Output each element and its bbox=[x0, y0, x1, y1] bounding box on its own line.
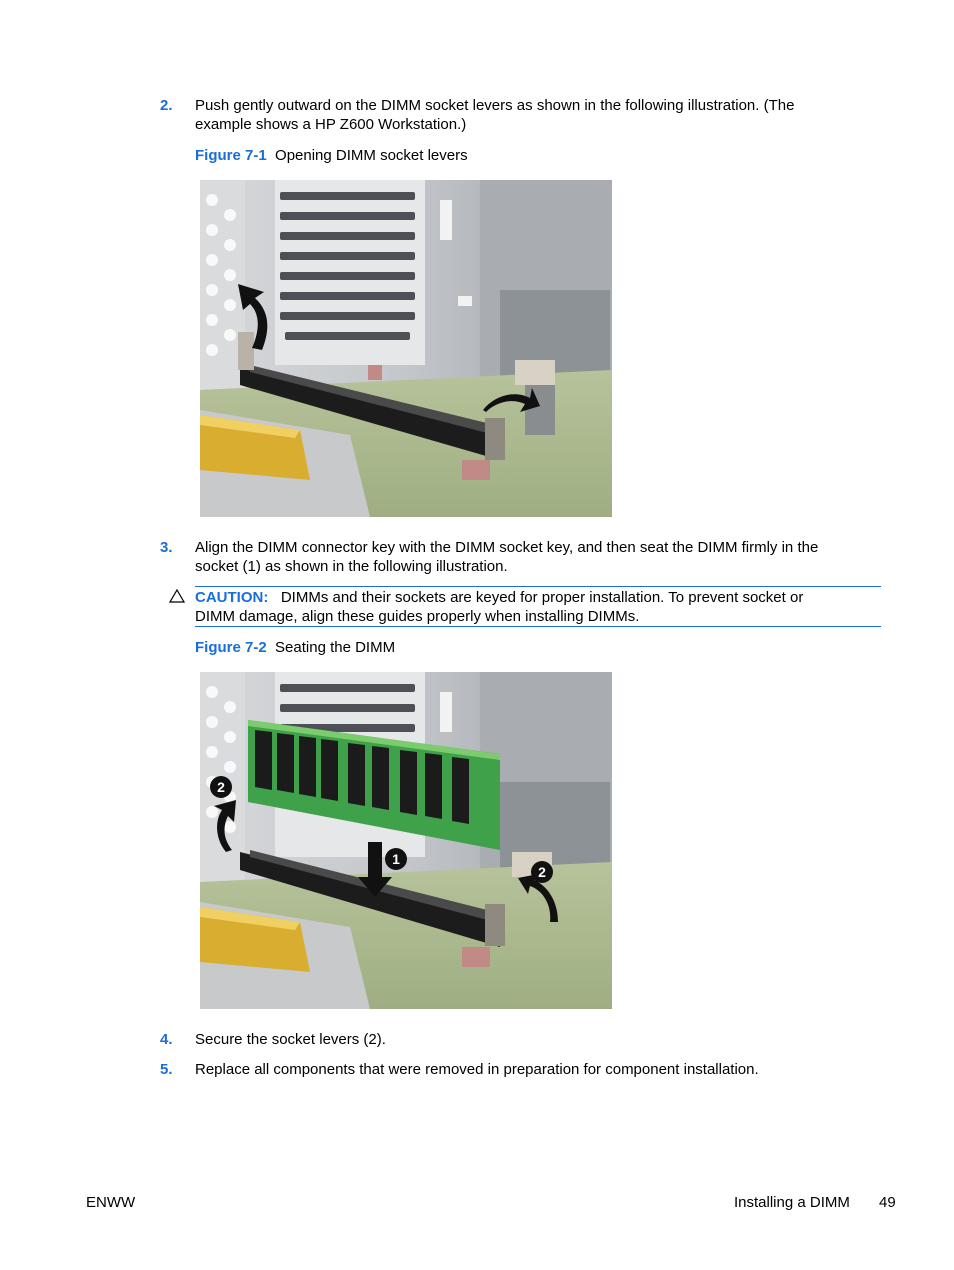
caution-bottom-rule bbox=[195, 626, 881, 627]
figure-title: Seating the DIMM bbox=[275, 639, 396, 656]
figure-title: Opening DIMM socket levers bbox=[275, 147, 468, 164]
page-number: 49 bbox=[879, 1194, 896, 1211]
caution-triangle-icon bbox=[169, 589, 185, 607]
step-text bbox=[195, 538, 885, 576]
step-number: 4. bbox=[160, 1031, 173, 1048]
figure-label: Figure 7-2 bbox=[195, 639, 267, 656]
step-text: Replace all components that were removed in preparation for component installation. bbox=[195, 1061, 759, 1078]
footer-section-title: Installing a DIMM bbox=[734, 1194, 850, 1211]
step-number: 3. bbox=[160, 539, 173, 556]
step-number: 2. bbox=[160, 97, 173, 114]
step-text: Secure the socket levers (2). bbox=[195, 1031, 386, 1048]
step-text bbox=[195, 96, 885, 134]
step-text-line: Align the DIMM connector key with the DIMM socket key, and then seat the DIMM firmly in the bbox=[195, 539, 819, 556]
figure-caption bbox=[195, 146, 468, 165]
callout-1: 1 bbox=[392, 851, 400, 867]
caution-label: CAUTION: bbox=[195, 589, 269, 606]
caution-line: DIMM damage, align these guides properly when installing DIMMs. bbox=[195, 608, 640, 625]
step-number: 5. bbox=[160, 1061, 173, 1078]
figure-image-opening-levers bbox=[200, 180, 612, 517]
caution-top-rule bbox=[195, 586, 881, 587]
step-text-line: example shows a HP Z600 Workstation.) bbox=[195, 116, 467, 133]
step-text-line: Push gently outward on the DIMM socket levers as shown in the following illustration. (The bbox=[195, 97, 795, 114]
figure-label: Figure 7-1 bbox=[195, 147, 267, 164]
callout-2-right: 2 bbox=[538, 864, 546, 880]
callout-2-left: 2 bbox=[217, 779, 225, 795]
caution-line: DIMMs and their sockets are keyed for proper installation. To prevent socket or bbox=[280, 589, 804, 606]
caution-text bbox=[195, 588, 885, 626]
step-text-line: socket (1) as shown in the following illustration. bbox=[195, 558, 508, 575]
figure-caption bbox=[195, 638, 395, 657]
figure-image-seating-dimm bbox=[200, 672, 612, 1009]
footer-left: ENWW bbox=[86, 1194, 136, 1211]
